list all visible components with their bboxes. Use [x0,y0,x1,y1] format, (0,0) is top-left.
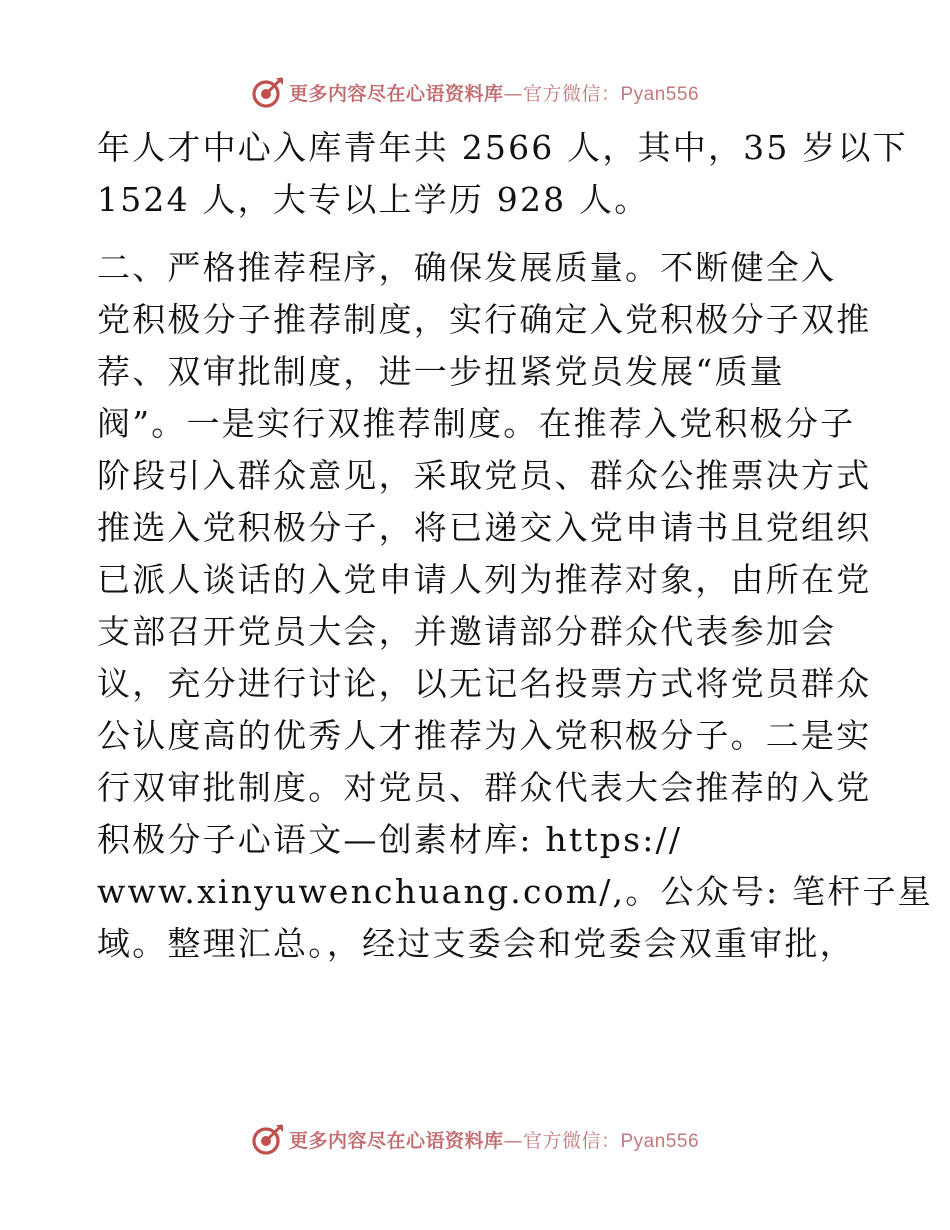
header-wechat-label: 官方微信： [522,82,621,105]
footer-wechat-id: Pyan556 [620,1130,700,1152]
footer-brand: 更多内容尽在心语资料库 [288,1129,504,1152]
footer-separator: — [503,1129,523,1152]
body-line: 推选入党积极分子，将已递交入党申请书且党组织 [97,508,872,547]
document-body [97,122,933,970]
header-wechat-id: Pyan556 [620,83,700,105]
header-brand: 更多内容尽在心语资料库 [288,82,504,105]
pen-logo-icon [251,75,285,109]
body-line: 二、严格推荐程序，确保发展质量。不断健全入 [97,248,837,287]
header-text [289,79,699,106]
body-line: 阀”。一是实行双推荐制度。在推荐入党积极分子 [97,404,856,443]
body-line: 行双审批制度。对党员、群众代表大会推荐的入党 [97,768,872,807]
body-line: 积极分子心语文—创素材库: https:// [97,820,683,859]
body-line: 域。整理汇总。，经过支委会和党委会双重审批， [97,924,855,963]
pen-logo-icon [251,1122,285,1156]
body-line: 党积极分子推荐制度，实行确定入党积极分子双推 [97,300,872,339]
body-line: 议，充分进行讨论，以无记名投票方式将党员群众 [97,664,872,703]
body-line: 已派人谈话的入党申请人列为推荐对象，由所在党 [97,560,872,599]
body-line: 支部召开党员大会，并邀请部分群众代表参加会 [97,612,837,651]
footer-banner [0,1119,950,1159]
body-line: 年人才中心入库青年共 2566 人，其中，35 岁以下 [97,128,908,167]
body-line: 1524 人，大专以上学历 928 人。 [97,180,650,219]
body-line: www.xinyuwenchuang.com/,。公众号: 笔杆子星 [97,872,933,911]
footer-text [289,1126,699,1153]
body-line: 荐、双审批制度，进一步扭紧党员发展“质量 [97,352,785,391]
header-banner [0,72,950,112]
header-separator: — [503,82,523,105]
body-line: 阶段引入群众意见，采取党员、群众公推票决方式 [97,456,872,495]
footer-wechat-label: 官方微信： [522,1129,621,1152]
body-line: 公认度高的优秀人才推荐为入党积极分子。二是实 [97,716,872,755]
